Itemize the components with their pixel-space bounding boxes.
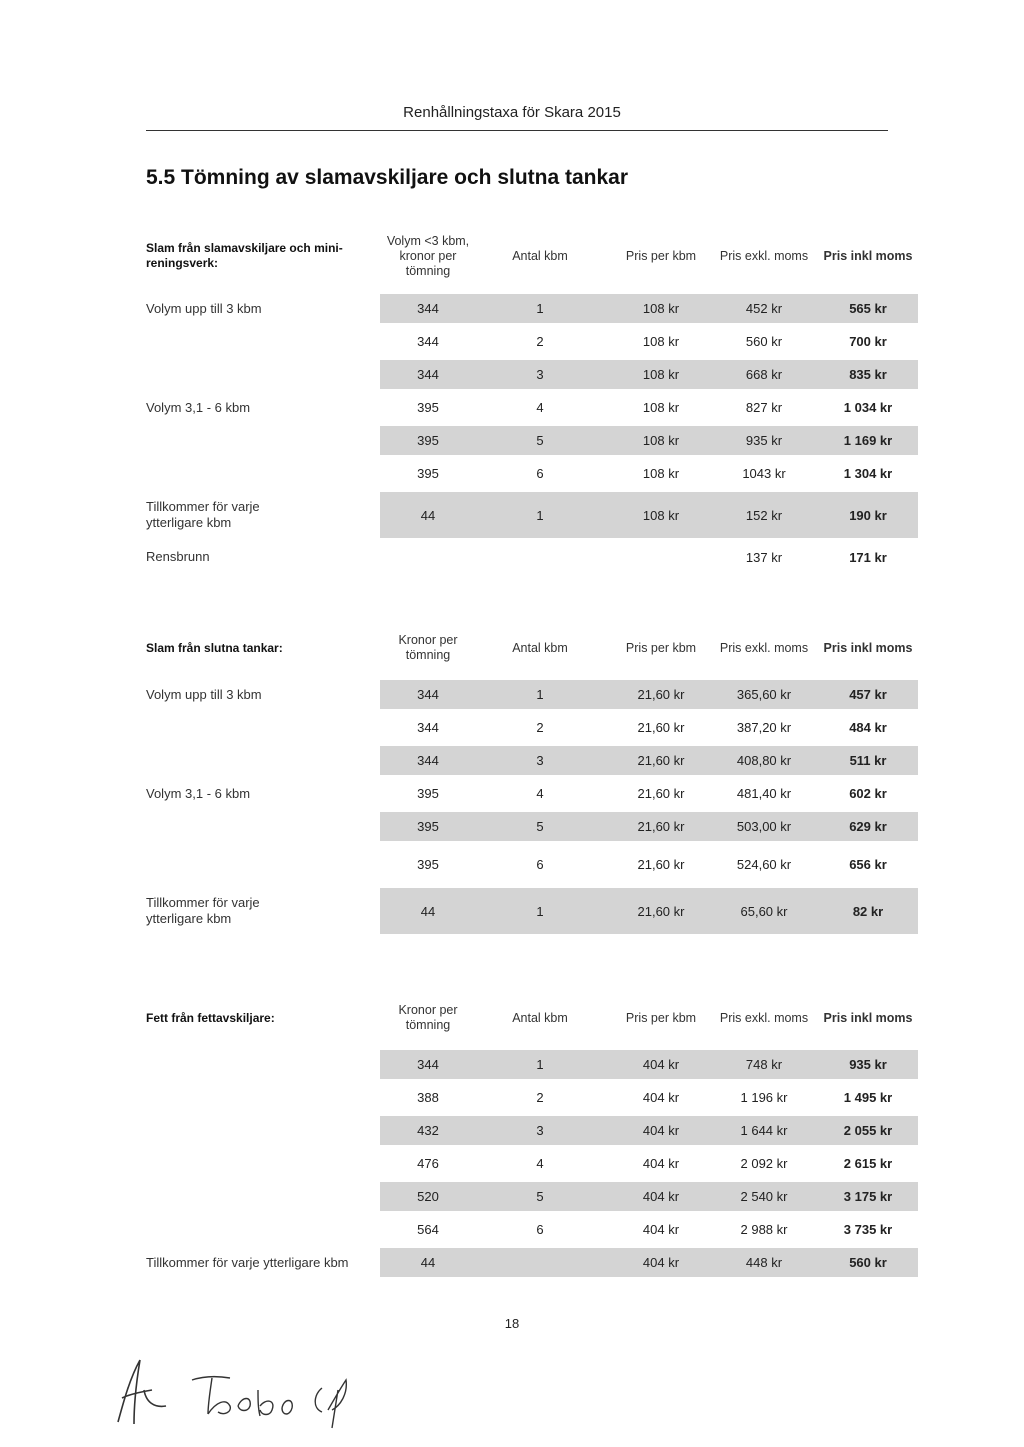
cell-antal: 5	[536, 1189, 544, 1204]
table-row	[146, 1114, 918, 1147]
cell-kronor: 476	[417, 1156, 439, 1171]
cell-pris-inkl: 2 055 kr	[843, 1123, 893, 1138]
page-number: 18	[504, 1316, 520, 1331]
cell-pris-exkl: 1 196 kr	[740, 1090, 788, 1105]
cell-pris-inkl: 171 kr	[849, 549, 887, 565]
cell-pris-per-kbm: 404 kr	[642, 1156, 680, 1171]
header-pris-per-kbm: Pris per kbm	[625, 248, 697, 263]
cell-pris-inkl: 565 kr	[849, 301, 887, 316]
cell-pris-inkl: 1 034 kr	[843, 400, 893, 415]
table-header	[146, 618, 918, 678]
cell-antal: 2	[536, 1090, 544, 1105]
header-kronor-per-tomning: Volym <3 kbm, kronor per tömning	[386, 233, 470, 278]
cell-antal: 1	[536, 301, 544, 316]
cell-kronor: 344	[417, 334, 439, 349]
header-pris-inkl-moms: Pris inkl moms	[823, 640, 913, 655]
table-row	[146, 490, 918, 540]
cell-kronor: 432	[417, 1123, 439, 1138]
cell-pris-inkl: 457 kr	[849, 687, 887, 702]
cell-kronor: 564	[417, 1222, 439, 1237]
row-label	[146, 744, 376, 777]
cell-pris-inkl: 82 kr	[852, 903, 884, 919]
cell-pris-per-kbm: 21,60 kr	[637, 819, 685, 834]
row-label	[146, 711, 376, 744]
cell-antal: 1	[536, 687, 544, 702]
table-row	[146, 325, 918, 358]
cell-pris-exkl: 503,00 kr	[736, 819, 792, 834]
row-label	[146, 1213, 376, 1246]
header-category: Fett från fettavskiljare:	[146, 1010, 275, 1025]
cell-antal: 3	[536, 1123, 544, 1138]
cell-pris-exkl: 2 988 kr	[740, 1222, 788, 1237]
header-antal-kbm: Antal kbm	[512, 640, 568, 655]
cell-kronor: 344	[417, 301, 439, 316]
table-row	[146, 777, 918, 810]
cell-pris-exkl: 668 kr	[745, 367, 783, 382]
row-label	[146, 325, 376, 358]
cell-kronor: 44	[420, 903, 436, 919]
row-label	[146, 810, 376, 843]
row-label: Tillkommer för varje ytterligare kbm	[146, 895, 260, 926]
table-row	[146, 886, 918, 936]
cell-pris-inkl: 935 kr	[849, 1057, 887, 1072]
table-row	[146, 711, 918, 744]
row-label: Volym upp till 3 kbm	[146, 300, 262, 316]
cell-antal	[476, 540, 604, 574]
header-pris-inkl-moms: Pris inkl moms	[823, 248, 913, 263]
table-row	[146, 1147, 918, 1180]
table-slamavskiljare	[146, 226, 918, 574]
cell-kronor: 395	[417, 466, 439, 481]
table-row	[146, 843, 918, 886]
cell-pris-exkl: 152 kr	[745, 507, 783, 523]
cell-antal: 2	[536, 720, 544, 735]
cell-antal: 3	[536, 753, 544, 768]
cell-pris-inkl: 190 kr	[849, 507, 887, 523]
cell-antal: 5	[536, 433, 544, 448]
row-label	[146, 1114, 376, 1147]
table-header	[146, 226, 918, 286]
cell-pris-exkl: 137 kr	[745, 549, 783, 565]
cell-pris-exkl: 448 kr	[745, 1255, 783, 1270]
cell-pris-per-kbm: 404 kr	[642, 1057, 680, 1072]
cell-pris-inkl: 629 kr	[849, 819, 887, 834]
header-divider	[146, 130, 888, 131]
header-pris-per-kbm: Pris per kbm	[625, 1010, 697, 1025]
cell-antal: 6	[536, 466, 544, 481]
cell-kronor	[380, 540, 476, 574]
cell-kronor: 388	[417, 1090, 439, 1105]
cell-kronor: 395	[417, 786, 439, 801]
table-header	[146, 988, 918, 1048]
cell-kronor: 344	[417, 720, 439, 735]
cell-pris-per-kbm: 21,60 kr	[637, 753, 685, 768]
cell-antal: 4	[536, 400, 544, 415]
cell-pris-inkl: 3 175 kr	[843, 1189, 893, 1204]
cell-pris-per-kbm: 404 kr	[642, 1255, 680, 1270]
cell-pris-per-kbm: 108 kr	[642, 433, 680, 448]
cell-pris-per-kbm: 108 kr	[642, 367, 680, 382]
cell-pris-exkl: 2 092 kr	[740, 1156, 788, 1171]
table-row	[146, 1081, 918, 1114]
cell-pris-exkl: 365,60 kr	[736, 687, 792, 702]
cell-pris-inkl: 835 kr	[849, 367, 887, 382]
table-row	[146, 424, 918, 457]
cell-pris-inkl: 1 495 kr	[843, 1090, 893, 1105]
table-fettavskiljare	[146, 988, 918, 1279]
cell-antal: 4	[536, 786, 544, 801]
table-row	[146, 457, 918, 490]
cell-pris-per-kbm: 21,60 kr	[637, 903, 685, 919]
table-row	[146, 1180, 918, 1213]
table-row	[146, 540, 918, 574]
cell-kronor: 44	[420, 1255, 436, 1270]
cell-pris-per-kbm: 108 kr	[642, 466, 680, 481]
cell-pris-exkl: 481,40 kr	[736, 786, 792, 801]
cell-pris-per-kbm: 404 kr	[642, 1222, 680, 1237]
cell-antal: 6	[536, 857, 544, 872]
cell-kronor: 344	[417, 367, 439, 382]
cell-pris-per-kbm: 108 kr	[642, 334, 680, 349]
header-pris-exkl-moms: Pris exkl. moms	[719, 1010, 809, 1025]
cell-kronor: 344	[417, 687, 439, 702]
cell-antal: 1	[536, 903, 544, 919]
header-category: Slam från slamavskiljare och mini-reningsverk:	[146, 241, 343, 270]
cell-pris-per-kbm: 404 kr	[642, 1090, 680, 1105]
cell-antal: 2	[536, 334, 544, 349]
row-label: Volym 3,1 - 6 kbm	[146, 399, 251, 415]
section-heading: 5.5 Tömning av slamavskiljare och slutna tankar	[146, 166, 629, 189]
table-row	[146, 358, 918, 391]
header-pris-per-kbm: Pris per kbm	[625, 640, 697, 655]
cell-pris-inkl: 2 615 kr	[843, 1156, 893, 1171]
row-label	[146, 358, 376, 391]
header-antal-kbm: Antal kbm	[512, 1010, 568, 1025]
row-label: Tillkommer för varje ytterligare kbm	[146, 1254, 349, 1270]
cell-pris-exkl: 935 kr	[745, 433, 783, 448]
header-kronor-per-tomning: Kronor per tömning	[398, 1003, 458, 1032]
cell-pris-inkl: 1 304 kr	[843, 466, 893, 481]
header-pris-exkl-moms: Pris exkl. moms	[719, 248, 809, 263]
cell-pris-per-kbm: 21,60 kr	[637, 857, 685, 872]
cell-pris-inkl: 484 kr	[849, 720, 887, 735]
table-row	[146, 391, 918, 424]
cell-pris-per-kbm: 404 kr	[642, 1123, 680, 1138]
cell-pris-exkl: 387,20 kr	[736, 720, 792, 735]
cell-pris-inkl: 656 kr	[849, 857, 887, 872]
row-label	[146, 1180, 376, 1213]
row-label: Rensbrunn	[146, 549, 210, 564]
cell-antal: 3	[536, 367, 544, 382]
cell-antal	[476, 1246, 604, 1279]
cell-pris-per-kbm: 108 kr	[642, 400, 680, 415]
cell-kronor: 520	[417, 1189, 439, 1204]
header-pris-exkl-moms: Pris exkl. moms	[719, 640, 809, 655]
table-row	[146, 744, 918, 777]
cell-kronor: 395	[417, 400, 439, 415]
table-slutna-tankar	[146, 618, 918, 936]
header-antal-kbm: Antal kbm	[512, 248, 568, 263]
row-label	[146, 1081, 376, 1114]
cell-pris-exkl: 452 kr	[745, 301, 783, 316]
header-pris-inkl-moms: Pris inkl moms	[823, 1010, 913, 1025]
header-category: Slam från slutna tankar:	[146, 640, 283, 655]
row-label	[146, 457, 376, 490]
cell-pris-exkl: 2 540 kr	[740, 1189, 788, 1204]
cell-pris-exkl: 1043 kr	[742, 466, 786, 481]
table-row	[146, 292, 918, 325]
row-label	[146, 1048, 376, 1081]
row-label	[146, 424, 376, 457]
table-row	[146, 1246, 918, 1279]
cell-pris-exkl: 1 644 kr	[740, 1123, 788, 1138]
cell-pris-exkl: 65,60 kr	[740, 903, 788, 919]
cell-pris-per-kbm: 21,60 kr	[637, 687, 685, 702]
cell-pris-inkl: 3 735 kr	[843, 1222, 893, 1237]
cell-kronor: 395	[417, 433, 439, 448]
cell-kronor: 344	[417, 1057, 439, 1072]
cell-pris-exkl: 524,60 kr	[736, 857, 792, 872]
cell-antal: 1	[536, 507, 544, 523]
cell-pris-inkl: 511 kr	[849, 753, 887, 768]
row-label	[146, 1147, 376, 1180]
cell-kronor: 395	[417, 819, 439, 834]
handwritten-signature	[100, 1350, 370, 1430]
cell-pris-inkl: 560 kr	[849, 1255, 887, 1270]
cell-pris-inkl: 1 169 kr	[843, 433, 893, 448]
row-label: Tillkommer för varje ytterligare kbm	[146, 499, 260, 530]
cell-pris-per-kbm: 108 kr	[642, 507, 680, 523]
table-row	[146, 1048, 918, 1081]
cell-antal: 1	[536, 1057, 544, 1072]
row-label	[146, 843, 376, 886]
cell-pris-per-kbm: 108 kr	[642, 301, 680, 316]
cell-pris-inkl: 602 kr	[849, 786, 887, 801]
cell-kronor: 344	[417, 753, 439, 768]
cell-kronor: 44	[420, 507, 436, 523]
cell-pris-exkl: 560 kr	[745, 334, 783, 349]
cell-pris-per-kbm: 404 kr	[642, 1189, 680, 1204]
cell-kronor: 395	[417, 857, 439, 872]
table-row	[146, 810, 918, 843]
cell-antal: 4	[536, 1156, 544, 1171]
cell-pris-exkl: 748 kr	[745, 1057, 783, 1072]
table-row	[146, 678, 918, 711]
cell-pris-per-kbm: 21,60 kr	[637, 720, 685, 735]
cell-antal: 5	[536, 819, 544, 834]
cell-antal: 6	[536, 1222, 544, 1237]
cell-pris-per-kbm: 21,60 kr	[637, 786, 685, 801]
cell-pris-exkl: 827 kr	[745, 400, 783, 415]
row-label: Volym 3,1 - 6 kbm	[146, 785, 251, 801]
header-kronor-per-tomning: Kronor per tömning	[398, 633, 458, 662]
table-row	[146, 1213, 918, 1246]
row-label: Volym upp till 3 kbm	[146, 686, 262, 702]
cell-pris-inkl: 700 kr	[849, 334, 887, 349]
page-header-title: Renhållningstaxa för Skara 2015	[403, 104, 621, 121]
cell-pris-exkl: 408,80 kr	[736, 753, 792, 768]
